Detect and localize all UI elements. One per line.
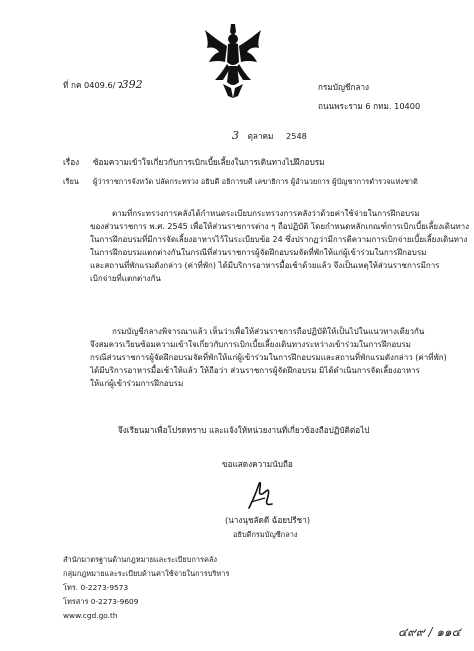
signer-title: อธิบดีกรมบัญชีกลาง <box>233 530 298 539</box>
recipient-text: ผู้ว่าราชการจังหวัด ปลัดกระทรวง อธิบดี อธิการบดี เลขาธิการ ผู้อำนวยการ ผู้บัญชาการตำรวจแห่งชาติ <box>93 177 418 186</box>
footer-fax: โทรสาร 0-2273-9609 <box>63 597 139 606</box>
footer-phone: โทร. 0-2273-9573 <box>63 583 129 592</box>
agency-name: กรมบัญชีกลาง <box>318 82 370 92</box>
document-date <box>232 131 307 141</box>
footer-division: กลุ่มกฎหมายและระเบียบด้านค่าใช้จ่ายในการบริหาร <box>63 569 230 578</box>
paragraph-line: กรณีส่วนราชการผู้จัดฝึกอบรมจัดที่พักให้แก่ผู้เข้าร่วมในการฝึกอบรมและสถานที่พักแรมดังกล่าว (ค่าที่พัก) <box>90 353 447 362</box>
paragraph-line: ในการฝึกอบรมแตกต่างกันในกรณีที่ส่วนราชการผู้จัดฝึกอบรมจัดที่พักให้แก่ผู้เข้าร่วมในการฝึกอบรม <box>90 248 427 257</box>
paragraph-line: และสถานที่พักแรมดังกล่าว (ค่าที่พัก) ได้มีบริการอาหารมื้อเช้าด้วยแล้ว จึงเป็นเหตุให้ส่วนราชการมีการ <box>90 261 440 270</box>
footer-office: สำนักมาตรฐานด้านกฎหมายและระเบียบการคลัง <box>63 555 218 564</box>
closing-request: จึงเรียนมาเพื่อโปรดทราบ และแจ้งให้หน่วยงานที่เกี่ยวข้องถือปฏิบัติต่อไป <box>118 425 370 435</box>
subject-text: ซ้อมความเข้าใจเกี่ยวกับการเบิกเบี้ยเลี้ยงในการเดินทางไปฝึกอบรม <box>93 157 325 167</box>
paragraph-line: กรมบัญชีกลางพิจารณาแล้ว เห็นว่าเพื่อให้ส่วนราชการถือปฏิบัติให้เป็นไปในแนวทางเดียวกัน <box>112 327 425 336</box>
recipient-label: เรียน <box>63 177 79 186</box>
paragraph-line: ในการฝึกอบรมที่มีการจัดเลี้ยงอาหารไว้ในระเบียบข้อ 24 ซึ่งปรากฏว่ามีการตีความการเบิกจ่ายเบี้ยเลี้ยงเดินทาง <box>90 235 468 244</box>
body-paragraph-1 <box>90 207 470 285</box>
document-number: ที่ กค 0409.6/ว392 <box>63 78 143 91</box>
body-paragraph-2 <box>90 325 447 390</box>
garuda-emblem-icon <box>201 22 265 100</box>
signature-mark-icon <box>245 478 275 512</box>
handwritten-page-number: ๔๙๙ / ๑๑๔ <box>398 625 461 639</box>
footer-website: www.cgd.go.th <box>63 611 118 620</box>
paragraph-line: ตามที่กระทรวงการคลังได้กำหนดระเบียบกระทรวงการคลังว่าด้วยค่าใช้จ่ายในการฝึกอบรม <box>112 209 420 218</box>
document-number-handwritten: ว392 <box>115 78 143 91</box>
subject-label: เรื่อง <box>63 157 80 167</box>
date-day: 3 <box>232 129 239 142</box>
paragraph-line: ให้แก่ผู้เข้าร่วมการฝึกอบรม <box>90 379 184 388</box>
agency-address: ถนนพระราม 6 กทม. 10400 <box>318 101 421 111</box>
closing-salutation: ขอแสดงความนับถือ <box>222 459 293 469</box>
paragraph-line: ได้มีบริการอาหารมื้อเช้าให้แล้ว ให้ถือว่า ส่วนราชการผู้จัดฝึกอบรม มิได้ดำเนินการจัดเลี้ยงอาหาร <box>90 366 420 375</box>
paragraph-line: จึงสมควรเวียนซ้อมความเข้าใจเกี่ยวกับการเบิกเบี้ยเลี้ยงเดินทางระหว่างเข้าร่วมในการฝึกอบรม <box>90 340 411 349</box>
signer-name: (นางนุชลัดดี ฉ้อยปรีชา) <box>225 515 311 525</box>
date-month: ตุลาคม <box>247 131 274 141</box>
paragraph-line: เบิกจ่ายที่แตกต่างกัน <box>90 274 161 283</box>
paragraph-line: ของส่วนราชการ พ.ศ. 2545 เพื่อให้ส่วนราชการต่าง ๆ ถือปฏิบัติ โดยกำหนดหลักเกณฑ์การเบิกเบี้ยเลี้ยงเดินทาง <box>90 222 470 231</box>
date-year: 2548 <box>286 131 307 141</box>
